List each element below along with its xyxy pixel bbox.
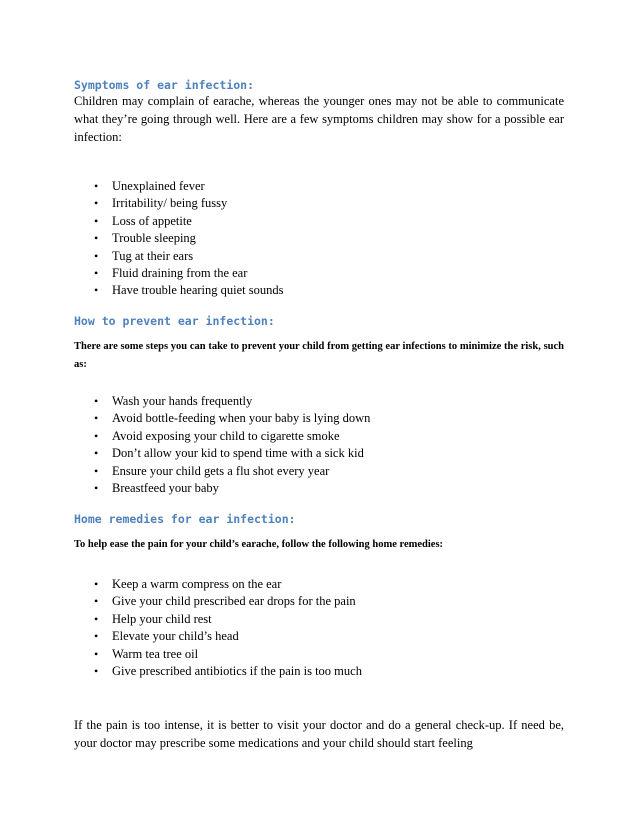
bullet-icon: • [94,446,99,461]
remedies-intro: To help ease the pain for your child’s earache, follow the following home remedies: [74,539,444,550]
bullet-icon: • [94,629,99,644]
list-item-text: Don’t allow your kid to spend time with a sick kid [112,446,364,461]
bullet-icon: • [94,428,99,443]
remedies-list [74,576,564,680]
list-item-text: Help your child rest [112,611,212,626]
bullet-icon: • [94,594,99,609]
list-item [74,248,564,265]
list-item-text: Give your child prescribed ear drops for the pain [112,594,356,609]
list-item-text: Give prescribed antibiotics if the pain is too much [112,664,362,679]
list-item [74,213,564,230]
list-item-text: Keep a warm compress on the ear [112,577,282,591]
list-item [74,480,564,497]
list-item [74,646,564,663]
symptoms-list [74,178,564,300]
list-item [74,178,564,195]
list-item-text: Have trouble hearing quiet sounds [112,283,284,298]
bullet-icon: • [94,394,99,408]
bullet-icon: • [94,463,99,478]
bullet-icon: • [94,411,99,426]
list-item [74,576,564,593]
prevention-list [74,393,564,497]
prevention-heading: How to prevent ear infection: [74,314,275,328]
list-item-text: Avoid bottle-feeding when your baby is lying down [112,411,371,426]
bullet-icon: • [94,248,99,263]
list-item [74,445,564,462]
bullet-icon: • [94,611,99,626]
bullet-icon: • [94,213,99,228]
list-item-text: Tug at their ears [112,248,194,263]
list-item-text: Elevate your child’s head [112,629,239,644]
list-item [74,611,564,628]
list-item [74,265,564,282]
list-item [74,428,564,445]
list-item-text: Irritability/ being fussy [112,196,228,211]
bullet-icon: • [94,646,99,661]
list-item [74,410,564,427]
symptoms-paragraph: Children may complain of earache, whereas the younger ones may not be able to communicate what they’re going through well. Here are a few symptoms children may show for a possible ear infection: [74,94,564,144]
list-item-text: Trouble sleeping [112,231,196,246]
bullet-icon: • [94,664,99,679]
bullet-icon: • [94,481,99,496]
list-item [74,230,564,247]
list-item [74,463,564,480]
bullet-icon: • [94,179,99,193]
list-item-text: Loss of appetite [112,213,192,228]
bullet-icon: • [94,196,99,211]
list-item-text: Warm tea tree oil [112,646,199,661]
remedies-heading: Home remedies for ear infection: [74,512,296,526]
prevention-intro: There are some steps you can take to prevent your child from getting ear infections to minimize the risk, such as: [74,341,564,370]
closing-paragraph: If the pain is too intense, it is better to visit your doctor and do a general check-up. If need be, your doctor may prescribe some medications and your child should start feeling [74,718,564,750]
bullet-icon: • [94,577,99,591]
list-item [74,195,564,212]
symptoms-heading: Symptoms of ear infection: [74,78,255,92]
list-item-text: Unexplained fever [112,179,205,193]
list-item [74,628,564,645]
list-item-text: Fluid draining from the ear [112,266,248,281]
list-item-text: Wash your hands frequently [112,394,253,408]
bullet-icon: • [94,231,99,246]
list-item-text: Ensure your child gets a flu shot every year [112,463,330,478]
list-item-text: Breastfeed your baby [112,481,219,496]
bullet-icon: • [94,283,99,298]
list-item-text: Avoid exposing your child to cigarette smoke [112,428,340,443]
list-item [74,282,564,299]
list-item [74,393,564,410]
list-item [74,593,564,610]
bullet-icon: • [94,266,99,281]
list-item [74,663,564,680]
